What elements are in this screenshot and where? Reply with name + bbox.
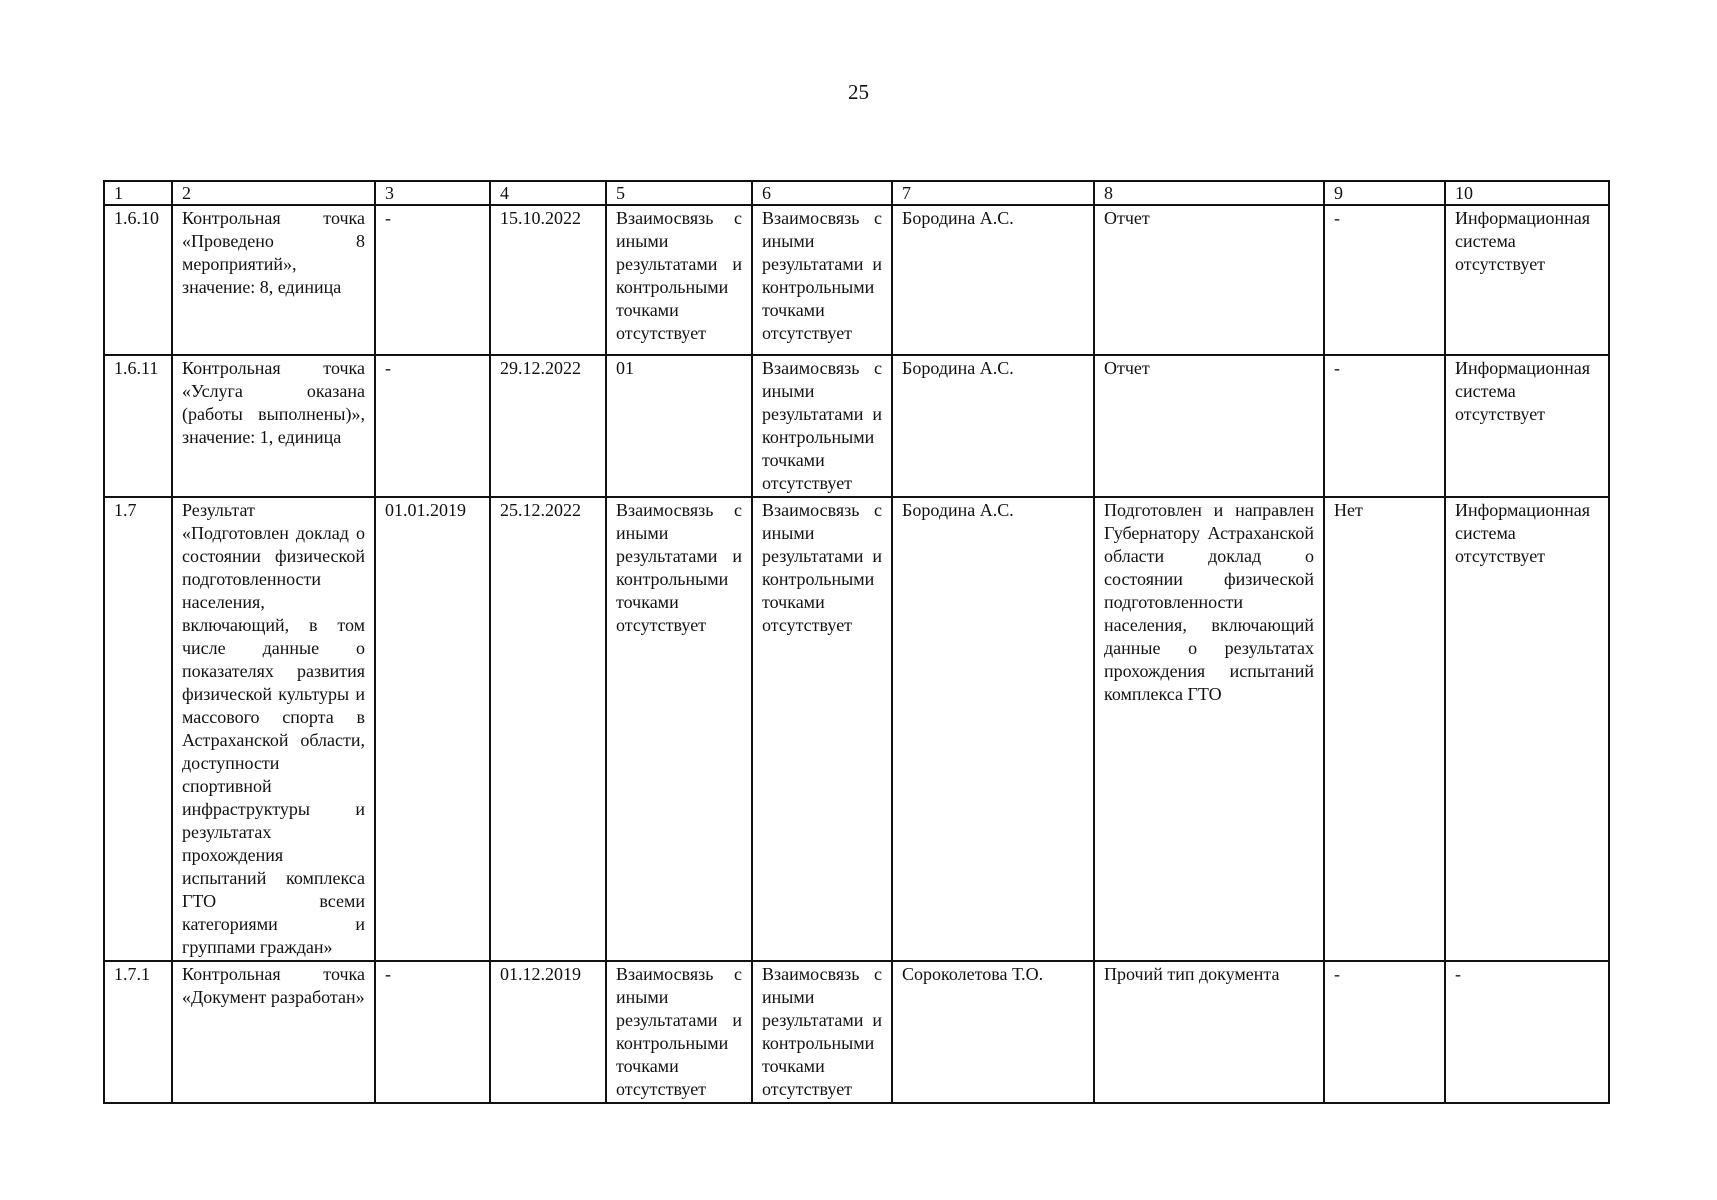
row-info-system: Информационная система отсутствует bbox=[1445, 497, 1609, 961]
column-number: 1 bbox=[104, 181, 172, 205]
table-row bbox=[104, 355, 1609, 497]
column-number: 5 bbox=[606, 181, 752, 205]
column-number-row bbox=[104, 181, 1609, 205]
column-number: 6 bbox=[752, 181, 892, 205]
table-row bbox=[104, 961, 1609, 1103]
row-document-type: Отчет bbox=[1094, 205, 1324, 355]
row-id: 1.6.10 bbox=[104, 205, 172, 355]
row-level: - bbox=[1324, 205, 1445, 355]
row-document-type: Подготовлен и направлен Губернатору Астраханской области доклад о состоянии физической подготовленности населения, включающий данные о результатах прохождения испытаний комплекса ГТО bbox=[1094, 497, 1324, 961]
page-number: 25 bbox=[848, 80, 869, 104]
row-description: Контрольная точка «Проведено 8 мероприятий», значение: 8, единица bbox=[172, 205, 375, 355]
row-responsible: Бородина А.С. bbox=[892, 355, 1094, 497]
row-id: 1.7 bbox=[104, 497, 172, 961]
row-responsible: Бородина А.С. bbox=[892, 497, 1094, 961]
row-id: 1.7.1 bbox=[104, 961, 172, 1103]
row-info-system: Информационная система отсутствует bbox=[1445, 355, 1609, 497]
row-predecessors: Взаимосвязь с иными результатами и контрольными точками отсутствует bbox=[606, 961, 752, 1103]
row-description: Результат «Подготовлен доклад о состоянии физической подготовленности населения, включающий, в том числе данные о показателях развития физической культуры и массового спорта в Астраханской области, доступности спортивной инфраструктуры и результатах прохождения испытаний комплекса ГТО всеми категориями и группами граждан» bbox=[172, 497, 375, 961]
row-successors: Взаимосвязь с иными результатами и контрольными точками отсутствует bbox=[752, 355, 892, 497]
row-predecessors: Взаимосвязь с иными результатами и контрольными точками отсутствует bbox=[606, 497, 752, 961]
table-row bbox=[104, 205, 1609, 355]
table-row bbox=[104, 497, 1609, 961]
row-description: Контрольная точка «Документ разработан» bbox=[172, 961, 375, 1103]
row-level: - bbox=[1324, 961, 1445, 1103]
column-number: 9 bbox=[1324, 181, 1445, 205]
row-end-date: 29.12.2022 bbox=[490, 355, 606, 497]
row-successors: Взаимосвязь с иными результатами и контрольными точками отсутствует bbox=[752, 205, 892, 355]
row-responsible: Бородина А.С. bbox=[892, 205, 1094, 355]
column-number: 4 bbox=[490, 181, 606, 205]
row-successors: Взаимосвязь с иными результатами и контрольными точками отсутствует bbox=[752, 961, 892, 1103]
document-table bbox=[103, 180, 1610, 1104]
row-info-system: - bbox=[1445, 961, 1609, 1103]
column-number: 10 bbox=[1445, 181, 1609, 205]
row-end-date: 01.12.2019 bbox=[490, 961, 606, 1103]
row-successors: Взаимосвязь с иными результатами и контрольными точками отсутствует bbox=[752, 497, 892, 961]
row-document-type: Отчет bbox=[1094, 355, 1324, 497]
row-predecessors: Взаимосвязь с иными результатами и контрольными точками отсутствует bbox=[606, 205, 752, 355]
row-start-date: - bbox=[375, 205, 490, 355]
row-responsible: Сороколетова Т.О. bbox=[892, 961, 1094, 1103]
row-description: Контрольная точка «Услуга оказана (работы выполнены)», значение: 1, единица bbox=[172, 355, 375, 497]
row-predecessors: 01 bbox=[606, 355, 752, 497]
column-number: 7 bbox=[892, 181, 1094, 205]
row-start-date: - bbox=[375, 961, 490, 1103]
row-start-date: - bbox=[375, 355, 490, 497]
row-start-date: 01.01.2019 bbox=[375, 497, 490, 961]
row-level: Нет bbox=[1324, 497, 1445, 961]
column-number: 2 bbox=[172, 181, 375, 205]
row-document-type: Прочий тип документа bbox=[1094, 961, 1324, 1103]
row-end-date: 25.12.2022 bbox=[490, 497, 606, 961]
column-number: 3 bbox=[375, 181, 490, 205]
column-number: 8 bbox=[1094, 181, 1324, 205]
row-level: - bbox=[1324, 355, 1445, 497]
row-id: 1.6.11 bbox=[104, 355, 172, 497]
row-end-date: 15.10.2022 bbox=[490, 205, 606, 355]
row-info-system: Информационная система отсутствует bbox=[1445, 205, 1609, 355]
